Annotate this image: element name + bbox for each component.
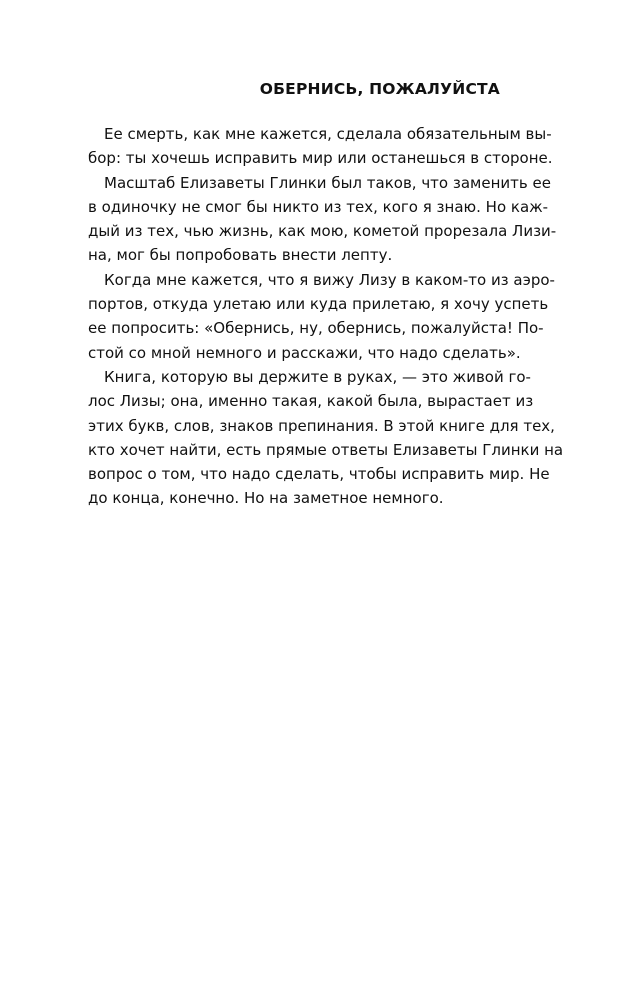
paragraph-3-line-4: стой со мной немного и расскажи, что надо сделать». [88,343,521,362]
body-text [88,122,564,511]
paragraph-4-line-5: вопрос о том, что надо сделать, чтобы исправить мир. Не [88,465,550,484]
paragraph-4-line-6: до конца, конечно. Но на заметное немного. [88,489,444,508]
paragraph-2-line-2: в одиночку не смог бы никто из тех, кого я знаю. Но каж- [88,197,549,216]
paragraph-3-line-2: портов, откуда улетаю или куда прилетаю, я хочу успеть [88,295,549,314]
paragraph-1-line-2: бор: ты хочешь исправить мир или останешься в стороне. [88,149,553,168]
paragraph-4-line-3: этих букв, слов, знаков препинания. В этой книге для тех, [88,416,555,435]
paragraph-2-line-4: на, мог бы попробовать внести лепту. [88,246,393,265]
paragraph-1-line-1: Ее смерть, как мне кажется, сделала обязательным вы- [104,125,552,143]
paragraph-4-line-2: лос Лизы; она, именно такая, какой была, вырастает из [88,392,534,411]
paragraph-3-line-3: ее попросить: «Обернись, ну, обернись, пожалуйста! По- [88,319,544,338]
paragraph-2-line-1: Масштаб Елизаветы Глинки был таков, что заменить ее [104,173,551,192]
paragraph-4-line-1: Книга, которую вы держите в руках, — это живой го- [104,367,531,386]
paragraph-4-line-4: кто хочет найти, есть прямые ответы Елизаветы Глинки на [88,440,564,459]
paragraph-3-line-1: Когда мне кажется, что я вижу Лизу в каком-то из аэро- [104,270,555,289]
running-head-title: ОБЕРНИСЬ, ПОЖАЛУЙСТА [259,80,500,98]
paragraph-2-line-3: дый из тех, чью жизнь, как мою, кометой прорезала Лизи- [88,222,557,241]
